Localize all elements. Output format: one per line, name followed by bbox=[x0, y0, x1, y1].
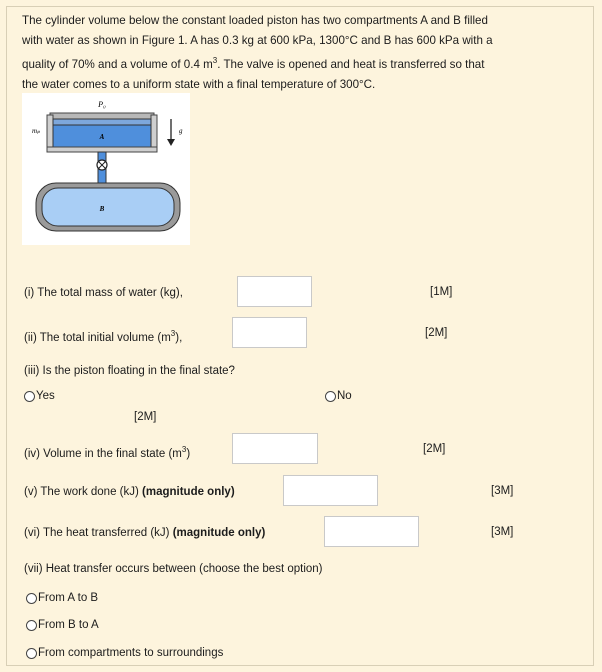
intro-line-1: The cylinder volume below the constant loaded piston has two compartments A and B filled bbox=[22, 14, 488, 27]
cylinder-wall-left bbox=[47, 115, 53, 151]
q1-mass-input[interactable] bbox=[237, 276, 312, 307]
q3-yes-radio[interactable] bbox=[24, 391, 35, 402]
q7-opt3-radio[interactable] bbox=[26, 648, 37, 659]
q4-mark: [2M] bbox=[423, 443, 446, 455]
q5-work-input[interactable] bbox=[283, 475, 378, 506]
q7-opt2-label: From B to A bbox=[38, 619, 99, 631]
q2-label-end: ), bbox=[175, 331, 183, 344]
figure-1 bbox=[22, 93, 190, 245]
q1-label: (i) The total mass of water (kg), bbox=[24, 287, 183, 299]
q7-opt2-radio[interactable] bbox=[26, 620, 37, 631]
q6-heat-input[interactable] bbox=[324, 516, 419, 547]
label-b: B bbox=[99, 205, 105, 213]
q1-mark: [1M] bbox=[430, 286, 453, 298]
cylinder-bottom bbox=[47, 147, 157, 152]
q6-label-bold: (magnitude only) bbox=[172, 527, 266, 539]
intro-line-3-sup: 3 bbox=[212, 56, 218, 65]
q2-label-sup: 3 bbox=[170, 329, 176, 338]
q7-opt3-label: From compartments to surroundings bbox=[38, 647, 224, 659]
gravity-arrow-icon bbox=[167, 139, 175, 146]
q4-label-end: ) bbox=[186, 447, 191, 460]
q7-option-to-surroundings[interactable] bbox=[26, 647, 223, 659]
q3-yes-label: Yes bbox=[36, 390, 55, 402]
label-g: g bbox=[179, 127, 183, 135]
label-a: A bbox=[99, 133, 105, 141]
q5-label-bold: (magnitude only) bbox=[142, 486, 235, 498]
intro-line-3 bbox=[22, 51, 587, 75]
problem-statement bbox=[22, 11, 587, 95]
q3-no-label: No bbox=[337, 390, 352, 402]
q7-option-b-to-a[interactable] bbox=[26, 619, 99, 631]
cylinder-wall-right bbox=[151, 115, 157, 151]
q3-option-yes[interactable] bbox=[24, 390, 55, 402]
q7-opt1-label: From A to B bbox=[38, 592, 99, 604]
q4-final-volume-input[interactable] bbox=[232, 433, 318, 464]
q7-option-a-to-b[interactable] bbox=[26, 592, 98, 604]
intro-line-3-text: quality of 70% and a volume of 0.4 m bbox=[22, 57, 213, 71]
q4-label bbox=[24, 443, 190, 461]
q4-label-sup: 3 bbox=[181, 445, 187, 454]
q2-mark: [2M] bbox=[425, 327, 448, 339]
q2-label-text: (ii) The total initial volume (m bbox=[24, 331, 171, 344]
q2-label bbox=[24, 327, 182, 345]
intro-line-4: the water comes to a uniform state with a final temperature of 300°C. bbox=[22, 77, 376, 91]
q7-label: (vii) Heat transfer occurs between (choose the best option) bbox=[24, 563, 323, 575]
compartment-b-water bbox=[42, 188, 174, 226]
q6-label bbox=[24, 526, 265, 540]
q6-label-text: (vi) The heat transferred (kJ) bbox=[24, 527, 173, 539]
q4-label-text: (iv) Volume in the final state (m bbox=[24, 447, 182, 460]
intro-line-2: with water as shown in Figure 1. A has 0.3 kg at 600 kPa, 1300°C and B has 600 kPa with a bbox=[22, 34, 493, 47]
q7-opt1-radio[interactable] bbox=[26, 593, 37, 604]
piston bbox=[53, 119, 151, 125]
q3-no-radio[interactable] bbox=[325, 391, 336, 402]
q3-option-no[interactable] bbox=[325, 390, 352, 402]
q5-mark: [3M] bbox=[491, 485, 514, 497]
intro-line-3-end: . The valve is opened and heat is transferred so that bbox=[217, 57, 485, 71]
piston-cylinder-diagram bbox=[22, 93, 190, 245]
piston-rod-top bbox=[50, 113, 154, 119]
q2-volume-input[interactable] bbox=[232, 317, 307, 348]
q3-label: (iii) Is the piston floating in the final state? bbox=[24, 365, 235, 377]
q5-label bbox=[24, 485, 235, 499]
label-p0: P₀ bbox=[98, 100, 106, 109]
label-mp: mₚ bbox=[32, 127, 41, 135]
q5-label-text: (v) The work done (kJ) bbox=[24, 486, 143, 498]
q3-mark: [2M] bbox=[134, 411, 157, 423]
q6-mark: [3M] bbox=[491, 526, 514, 538]
